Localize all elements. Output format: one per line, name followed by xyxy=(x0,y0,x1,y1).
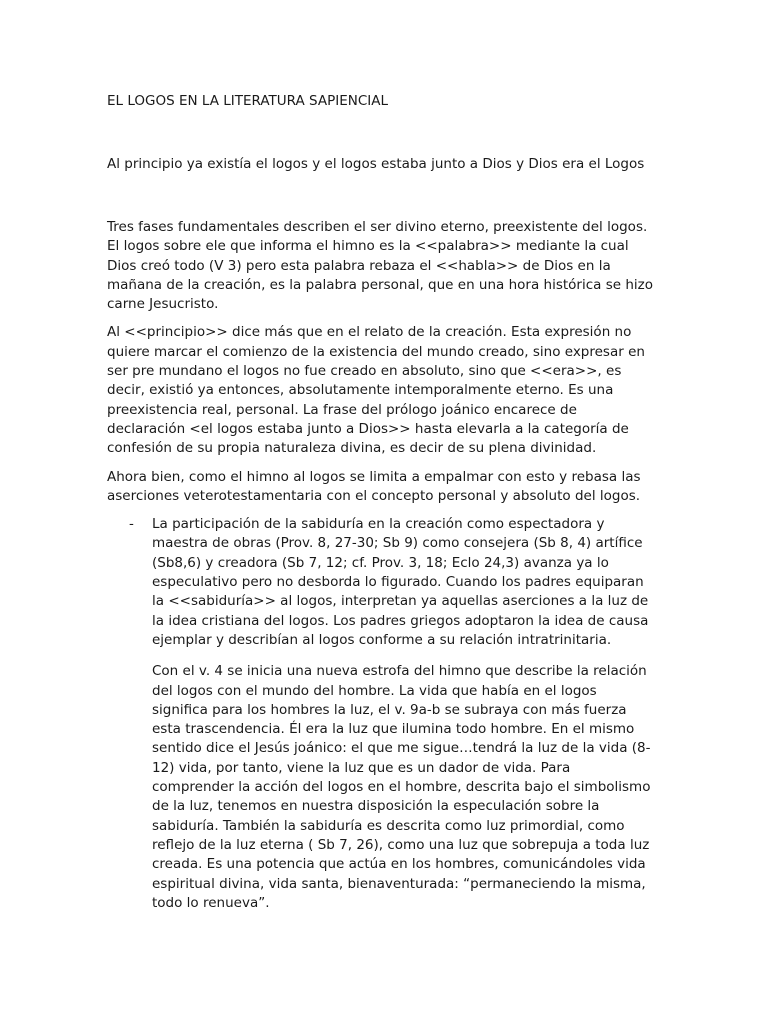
paragraph: Ahora bien, como el himno al logos se limita a empalmar con esto y rebasa las aserciones veterotestamentaria con el concepto personal y absoluto del logos. xyxy=(107,468,641,504)
document-body xyxy=(107,218,655,925)
paragraph: Al <<principio>> dice más que en el relato de la creación. Esta expresión no quiere marcar el comienzo de la existencia del mundo creado, sino expresar en ser pre mundano el logos no fue creado en absoluto, sino que <<era>>, es decir, existió ya entonces, absolutamente intemporalmente eterno. Es una preexistencia real, personal. La frase del prólogo joánico encarece de declaración <el logos estaba junto a Dios>> hasta elevarla a la categoría de confesión de su propia naturaleza divina, es decir de su plena divinidad. xyxy=(107,324,645,457)
epigraph: Al principio ya existía el logos y el logos estaba junto a Dios y Dios era el Logos xyxy=(107,156,645,172)
list-item-paragraph: Con el v. 4 se inicia una nueva estrofa del himno que describe la relación del logos con el mundo del hombre. La vida que había en el logos significa para los hombres la luz, el v. 9a-b se subraya con más fuerza esta trascendencia. Él era la luz que ilumina todo hombre. En el mismo sentido dice el Jesús joánico: el que me sigue…tendrá la luz de la vida (8-12) vida, por tanto, viene la luz que es un dador de vida. Para comprender la acción del logos en el hombre, descrita bajo el simbolismo de la luz, tenemos en nuestra disposición la especulación sobre la sabiduría. También la sabiduría es descrita como luz primordial, como reflejo de la luz eterna ( Sb 7, 26), como una luz que sobrepuja a toda luz creada. Es una potencia que actúa en los hombres, comunicándoles vida espiritual divina, vida santa, bienaventurada: “permaneciendo la misma, todo lo renueva”. xyxy=(152,663,651,911)
list-item-paragraph: La participación de la sabiduría en la creación como espectadora y maestra de obras (Prov. 8, 27-30; Sb 9) como consejera (Sb 8, 4) artífice (Sb8,6) y creadora (Sb 7, 12; cf. Prov. 3, 18; Eclo 24,3) avanza ya lo especulativo pero no desborda lo figurado. Cuando los padres equiparan la <<sabiduría>> al logos, interpretan ya aquellas aserciones a la luz de la idea cristiana del logos. Los padres griegos adoptaron la idea de causa ejemplar y describían al logos conforme a su relación intratrinitaria. xyxy=(152,516,649,648)
paragraph: Tres fases fundamentales describen el ser divino eterno, preexistente del logos. El logos sobre ele que informa el himno es la <<palabra>> mediante la cual Dios creó todo (V 3) pero esta palabra rebaza el <<habla>> de Dios en la mañana de la creación, es la palabra personal, que en una hora histórica se hizo carne Jesucristo. xyxy=(107,219,653,313)
list-item xyxy=(107,515,655,913)
bullet-list xyxy=(107,515,655,913)
document-title: EL LOGOS EN LA LITERATURA SAPIENCIAL xyxy=(107,93,388,109)
list-bullet: - xyxy=(129,516,134,533)
